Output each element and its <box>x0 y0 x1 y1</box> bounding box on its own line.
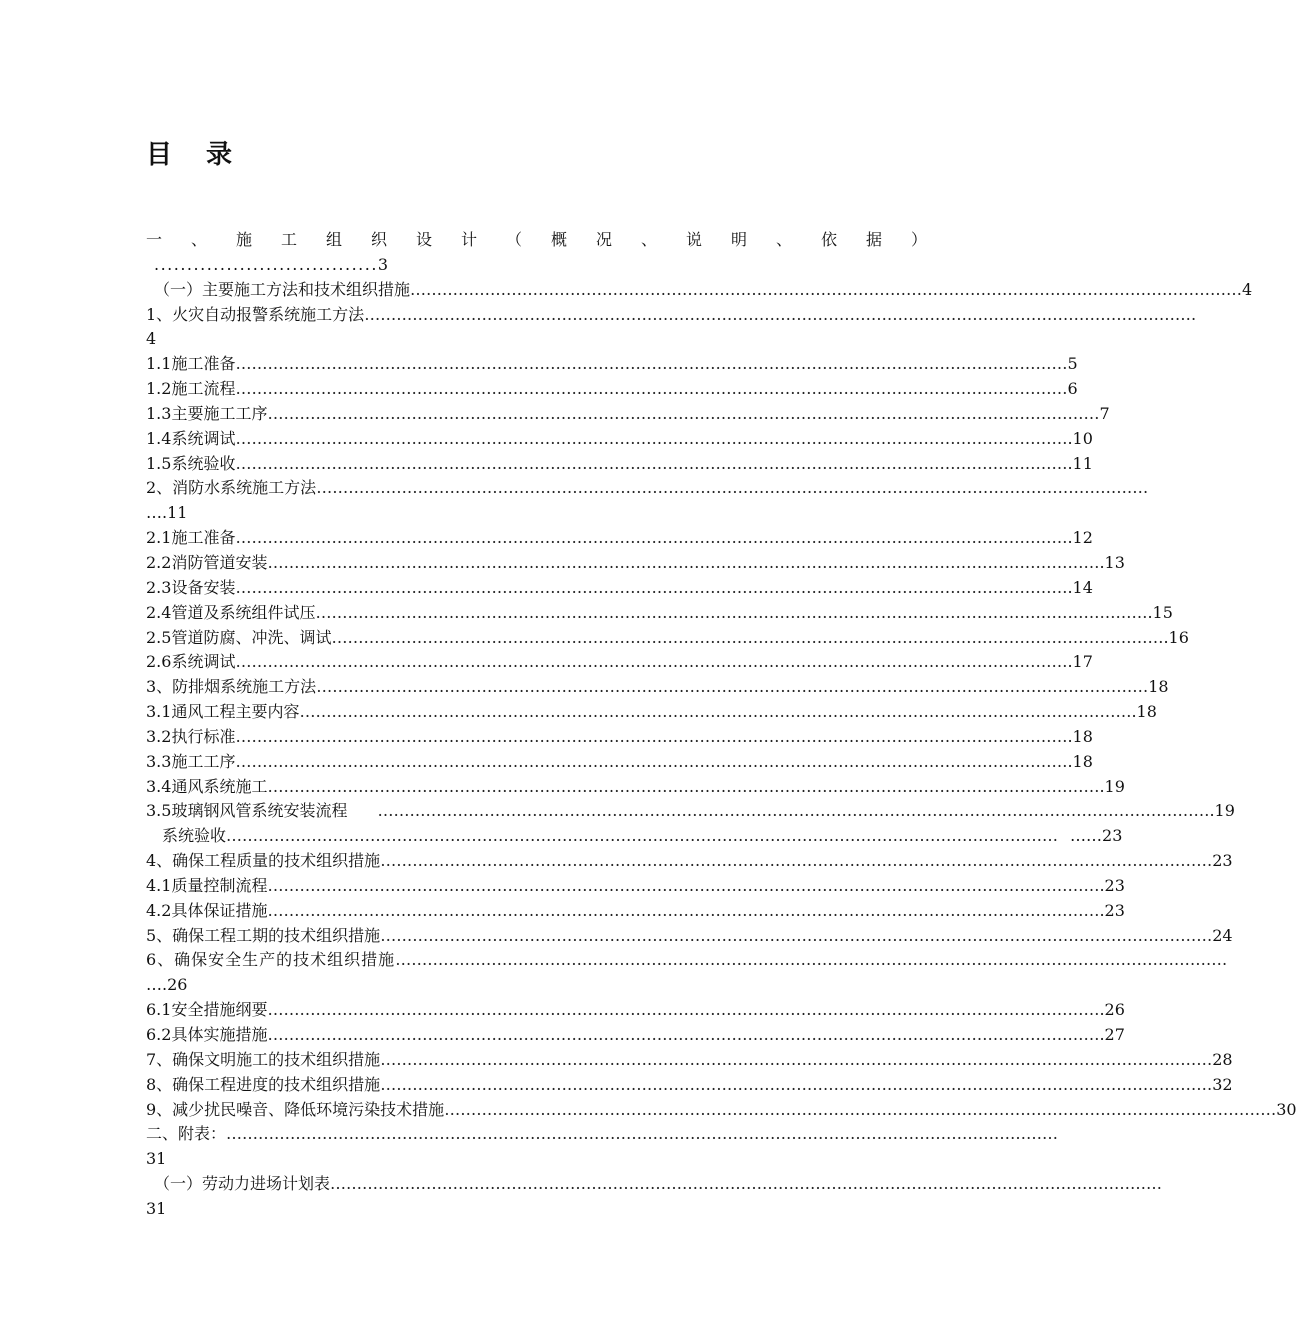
toc-entry-label: 2.2消防管道安装 <box>146 552 268 572</box>
toc-entry-page: 30 <box>1276 1099 1297 1119</box>
toc-entry-page: 4 <box>146 329 157 349</box>
dot-leader <box>235 576 1067 601</box>
toc-entry[interactable] <box>146 700 1157 725</box>
page-title: 目录 <box>146 140 267 170</box>
toc-entry-label: （一）劳动力进场计划表 <box>154 1174 331 1194</box>
dot-leader <box>316 476 1148 501</box>
toc-entry-page: .13 <box>1099 552 1125 572</box>
toc-entry[interactable] <box>146 1172 806 1197</box>
toc-entry[interactable] <box>146 576 1093 601</box>
toc-entry-label: 3.3施工工序 <box>146 751 236 771</box>
toc-entry-page: ….11 <box>146 503 188 523</box>
toc-entry-continuation[interactable] <box>146 1197 806 1222</box>
toc-entry[interactable] <box>146 1098 1297 1123</box>
toc-entry-label: 1.5系统验收 <box>146 453 236 473</box>
dot-leader <box>235 427 1067 452</box>
dot-leader <box>380 1048 1212 1073</box>
toc-entry-page: .23 <box>1099 875 1125 895</box>
toc-entry-label: 6.2具体实施措施 <box>146 1025 268 1044</box>
dot-leader <box>267 551 1099 576</box>
toc-entry[interactable] <box>146 452 1093 477</box>
dot-leader <box>380 1073 1212 1098</box>
toc-entry-page: 4 <box>1242 279 1253 299</box>
toc-entry-label: 9、减少扰民噪音、降低环境污染技术措施 <box>146 1099 445 1119</box>
dot-leader <box>235 526 1067 551</box>
toc-entry-label: 1.4系统调试 <box>146 428 236 448</box>
toc-entry-label: 3.1通风工程主要内容 <box>146 702 300 722</box>
toc-entry-page: .12 <box>1067 528 1093 548</box>
dot-leader <box>235 377 1067 402</box>
dot-leader <box>380 849 1212 874</box>
dot-leader <box>377 799 1209 824</box>
toc-entry[interactable] <box>146 476 806 501</box>
toc-entry-label: 4、确保工程质量的技术组织措施 <box>146 851 381 871</box>
toc-entry[interactable] <box>146 278 1253 303</box>
toc-entry-label: 4.2具体保证措施 <box>146 900 268 920</box>
toc-entry-page: ..................................3 <box>154 254 390 274</box>
toc-entry-label: 6.1安全措施纲要 <box>146 1000 268 1020</box>
dot-leader <box>235 452 1067 477</box>
toc-entry-label: 1.3主要施工工序 <box>146 403 268 423</box>
toc-entry-continuation[interactable] <box>146 501 806 526</box>
toc-entry[interactable] <box>146 998 1125 1023</box>
toc-entry-page: .18 <box>1067 726 1093 746</box>
toc-entry[interactable] <box>146 303 806 328</box>
toc-entry-label: 4.1质量控制流程 <box>146 875 268 895</box>
toc-entry-label: 2.5管道防腐、冲洗、调试 <box>146 627 332 647</box>
toc-entry-page: ….26 <box>146 975 188 995</box>
dot-leader <box>267 402 1099 427</box>
dot-leader <box>315 601 1147 626</box>
dot-leader <box>395 948 1227 973</box>
toc-entry-page: .11 <box>1067 453 1093 473</box>
dot-leader <box>267 874 1099 899</box>
toc-entry-label: 3.4通风系统施工 <box>146 776 268 796</box>
toc-entry-page: .10 <box>1067 428 1093 448</box>
table-of-contents <box>146 228 1297 1222</box>
dot-leader <box>364 303 1196 328</box>
dot-leader <box>316 675 1148 700</box>
dot-leader <box>235 725 1067 750</box>
toc-entry[interactable] <box>146 601 1173 626</box>
toc-entry-page: 23 <box>1212 851 1233 871</box>
toc-entry-page: 31 <box>146 1149 167 1169</box>
dot-leader <box>267 1023 1099 1048</box>
toc-entry[interactable] <box>146 899 1125 924</box>
toc-entry-continuation[interactable] <box>146 327 806 352</box>
toc-entry-label: 2、消防水系统施工方法 <box>146 478 317 498</box>
toc-entry[interactable] <box>146 427 1093 452</box>
toc-entry-continuation[interactable] <box>146 253 806 278</box>
toc-entry[interactable] <box>146 1048 1233 1073</box>
toc-entry-page: 5 <box>1067 354 1078 374</box>
toc-entry[interactable] <box>146 874 1125 899</box>
toc-entry-page: .19 <box>1099 776 1125 796</box>
toc-entry-page: .23 <box>1099 900 1125 920</box>
toc-entry-continuation[interactable] <box>146 1147 806 1172</box>
toc-entry[interactable] <box>146 725 1093 750</box>
toc-entry[interactable] <box>146 675 1169 700</box>
toc-entry-page: .19 <box>1209 801 1235 821</box>
toc-entry-label: 二、附表： <box>146 1124 227 1144</box>
dot-leader <box>380 924 1212 949</box>
toc-entry-page: .26 <box>1099 1000 1125 1020</box>
toc-entry-label: 1.2施工流程 <box>146 379 236 399</box>
toc-entry-label: 2.3设备安装 <box>146 577 236 597</box>
toc-entry[interactable] <box>146 551 1125 576</box>
toc-entry[interactable] <box>146 750 1093 775</box>
toc-entry-label: 8、确保工程进度的技术组织措施 <box>146 1074 381 1094</box>
toc-entry-label: 5、确保工程工期的技术组织措施 <box>146 925 381 945</box>
toc-entry-page: 32 <box>1212 1074 1233 1094</box>
dot-leader <box>267 998 1099 1023</box>
toc-entry-label: 3.5玻璃钢风管系统安装流程 <box>146 801 348 821</box>
toc-entry-page: .15 <box>1147 602 1173 622</box>
toc-entry-page: 24 <box>1212 925 1233 945</box>
toc-entry-page: 31 <box>146 1198 167 1218</box>
toc-entry[interactable] <box>146 849 1233 874</box>
toc-entry-page: 28 <box>1212 1049 1233 1069</box>
toc-entry-page: .18 <box>1131 702 1157 722</box>
toc-entry-page: .27 <box>1099 1025 1125 1044</box>
dot-leader <box>331 626 1163 651</box>
toc-entry-page: .14 <box>1067 577 1093 597</box>
toc-entry[interactable] <box>146 352 1078 377</box>
toc-entry-label: 系统验收 <box>162 826 227 846</box>
dot-leader <box>267 899 1099 924</box>
toc-entry-label: 3.2执行标准 <box>146 726 236 746</box>
dot-leader <box>410 278 1242 303</box>
toc-entry[interactable] <box>146 650 1093 675</box>
toc-entry-page: 6 <box>1067 379 1078 399</box>
toc-entry[interactable] <box>146 402 1110 427</box>
toc-entry-page: ……23 <box>1070 826 1123 846</box>
dot-leader <box>267 775 1099 800</box>
toc-entry-label: 1、火灾自动报警系统施工方法 <box>146 304 365 324</box>
toc-entry-label: 6、确保安全生产的技术组织措施 <box>146 950 396 970</box>
dot-leader <box>235 650 1067 675</box>
toc-entry[interactable] <box>146 924 1233 949</box>
toc-entry-label: 1.1施工准备 <box>146 354 236 374</box>
dot-leader <box>330 1172 1162 1197</box>
toc-entry[interactable] <box>146 948 806 973</box>
dot-leader <box>235 352 1067 377</box>
dot-leader <box>444 1098 1276 1123</box>
toc-entry[interactable] <box>146 377 1078 402</box>
toc-entry-label: 2.1施工准备 <box>146 528 236 548</box>
toc-entry[interactable] <box>146 824 1123 849</box>
toc-entry-label: （一）主要施工方法和技术组织措施 <box>154 279 411 299</box>
toc-entry[interactable] <box>146 799 1235 824</box>
toc-entry[interactable] <box>146 775 1125 800</box>
dot-leader <box>235 750 1067 775</box>
toc-entry[interactable] <box>146 1023 1125 1048</box>
dot-leader <box>299 700 1131 725</box>
toc-entry-label: 3、防排烟系统施工方法 <box>146 677 317 697</box>
toc-entry-label: 2.4管道及系统组件试压 <box>146 602 316 622</box>
toc-entry-label: 一、施工组织设计（概况、说明、依据） <box>146 230 957 249</box>
toc-entry[interactable] <box>146 1122 806 1147</box>
dot-leader <box>226 824 1058 849</box>
dot-leader <box>226 1122 1058 1147</box>
toc-entry-label: 2.6系统调试 <box>146 652 236 672</box>
toc-entry[interactable] <box>146 526 1093 551</box>
toc-entry-page: .18 <box>1067 751 1093 771</box>
toc-entry[interactable] <box>146 1073 1233 1098</box>
toc-entry-label: 7、确保文明施工的技术组织措施 <box>146 1049 381 1069</box>
toc-entry[interactable] <box>146 626 1189 651</box>
toc-entry-page: 18 <box>1148 677 1169 697</box>
toc-entry-page: .16 <box>1163 627 1189 647</box>
toc-entry-page: .17 <box>1067 652 1093 672</box>
toc-entry-page: 7 <box>1099 403 1110 423</box>
toc-entry[interactable] <box>146 228 957 253</box>
toc-entry-continuation[interactable] <box>146 973 806 998</box>
